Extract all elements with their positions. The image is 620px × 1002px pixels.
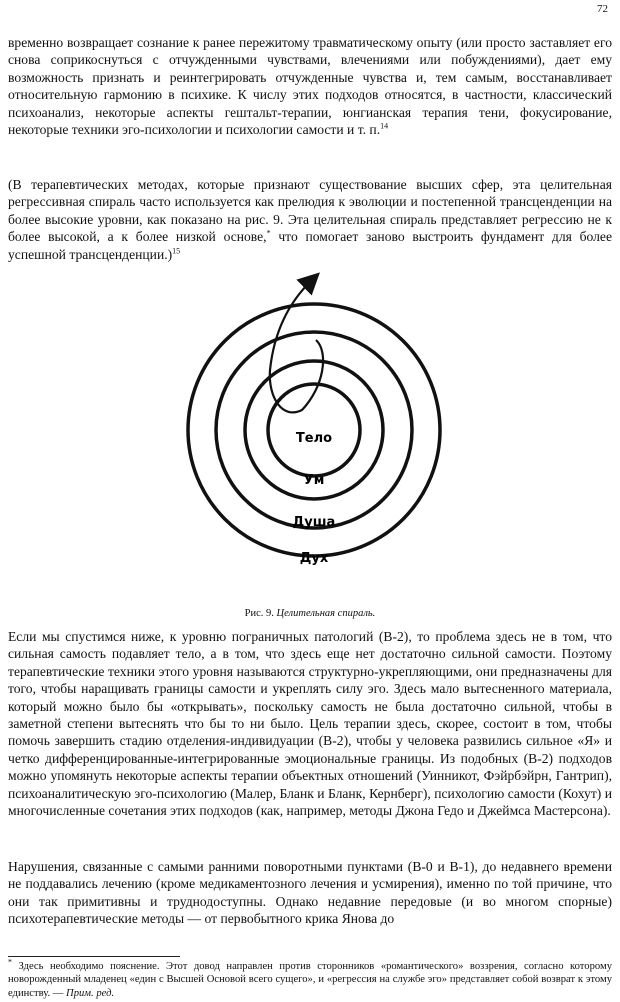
paragraph-4: Нарушения, связанные с самыми ранними поворотными пунктами (В-0 и В-1), до недавнего времени не поддавались лечению (кроме медикаментозного лечения и усмирения), именно по той причине, что они так примитивны и труднодоступны. Однако недавние передовые (и во многом спорные) психотерапевтические методы — от первобытного крика Янова до <box>8 859 612 927</box>
paragraph-1-text: временно возвращает сознание к ранее пережитому травматическому опыту (или просто заставляет его снова соприкоснуться с отчужденными чувствами, влечениями или побуждениями), дает ему возможность признать и реинтегрировать отчужденные чувства и, тем самым, восстанавливает относительную гармонию в психике. К числу этих подходов относятся, в частности, классический психоанализ, некоторые аспекты гештальт-терапии, юнгианская терапия тени, фокусирование, некоторые техники эго-психологии и психологии самости и т. п. <box>8 35 612 138</box>
ring-label-spirit: Дух <box>299 551 329 566</box>
caption-title: Целительная спираль. <box>276 608 376 619</box>
paragraph-2-text-b: что помогает заново выстроить фундамент для более успешной трансценденции.) <box>8 229 612 262</box>
healing-spiral-diagram <box>184 252 444 582</box>
footnote-marker: * <box>266 228 271 238</box>
footnote-editor-note: Прим. ред. <box>66 987 115 999</box>
paragraph-2-text-a: (В терапевтических методах, которые признают существование высших сфер, эта целительная регрессивная спираль часто используется как прелюдия к эволюции и постепенной трансценденции на более высокие уровни, как показано на рис. 9. Эта целительная спираль представляет регрессию не к более высокой, а к более низкой основе, <box>8 177 612 245</box>
spiral-arrow <box>270 280 323 412</box>
paragraph-2 <box>8 176 612 263</box>
endnote-ref-14: 14 <box>380 121 389 131</box>
ring-label-soul: Душа <box>292 515 336 530</box>
footnote-mark: * <box>8 957 12 967</box>
ring-label-mind: Ум <box>303 473 325 488</box>
footnote-divider <box>8 956 180 957</box>
ring-label-body: Тело <box>295 431 333 446</box>
page-number: 72 <box>597 3 608 15</box>
footnote <box>8 957 612 1000</box>
endnote-ref-15: 15 <box>172 246 181 256</box>
healing-spiral-figure <box>184 252 444 582</box>
figure-caption <box>0 608 620 619</box>
caption-prefix: Рис. 9. <box>244 608 277 619</box>
paragraph-1 <box>8 34 612 138</box>
footnote-text: Здесь необходимо пояснение. Этот довод направлен против сторонников «романтического» воззрения, согласно которому новорожденный младенец «един с Высшей Основой всего сущего», и «регрессия на службе эго» представляет собой возврат к этому единству. — <box>8 961 612 999</box>
paragraph-3: Если мы спустимся ниже, к уровню пограничных патологий (В-2), то проблема здесь не в том, что сильная самость подавляет тело, а в том, что здесь еще нет достаточно сильной самости. Поэтому терапевтические техники этого уровня называются структурно-укрепляющими, они предназначены для того, чтобы наращивать границы самости и укреплять силу эго. Здесь мало вытесненного материала, который можно было бы «открывать», поскольку самость не была достаточно сильной, чтобы в заметной степени вытеснять что бы то ни было. Цель терапии здесь, скорее, состоит в том, чтобы помочь завершить стадию отделения-индивидуации (В-2), чтобы у человека развились сильное «Я» и четко дифференцированные-интегрированные эмоциональные границы. Из подобных (В-2) подходов можно упомянуть некоторые аспекты терапии объектных отношений (Уинникот, Фэйрбэйрн, Гантрип), психоаналитическую эго-психологию (Малер, Бланк и Бланк, Кернберг), психологию самости (Кохут) и многочисленные сочетания этих подходов (как, например, методы Джона Гедо и Джеймса Мастерсона). <box>8 629 612 819</box>
ring-body <box>268 384 360 476</box>
